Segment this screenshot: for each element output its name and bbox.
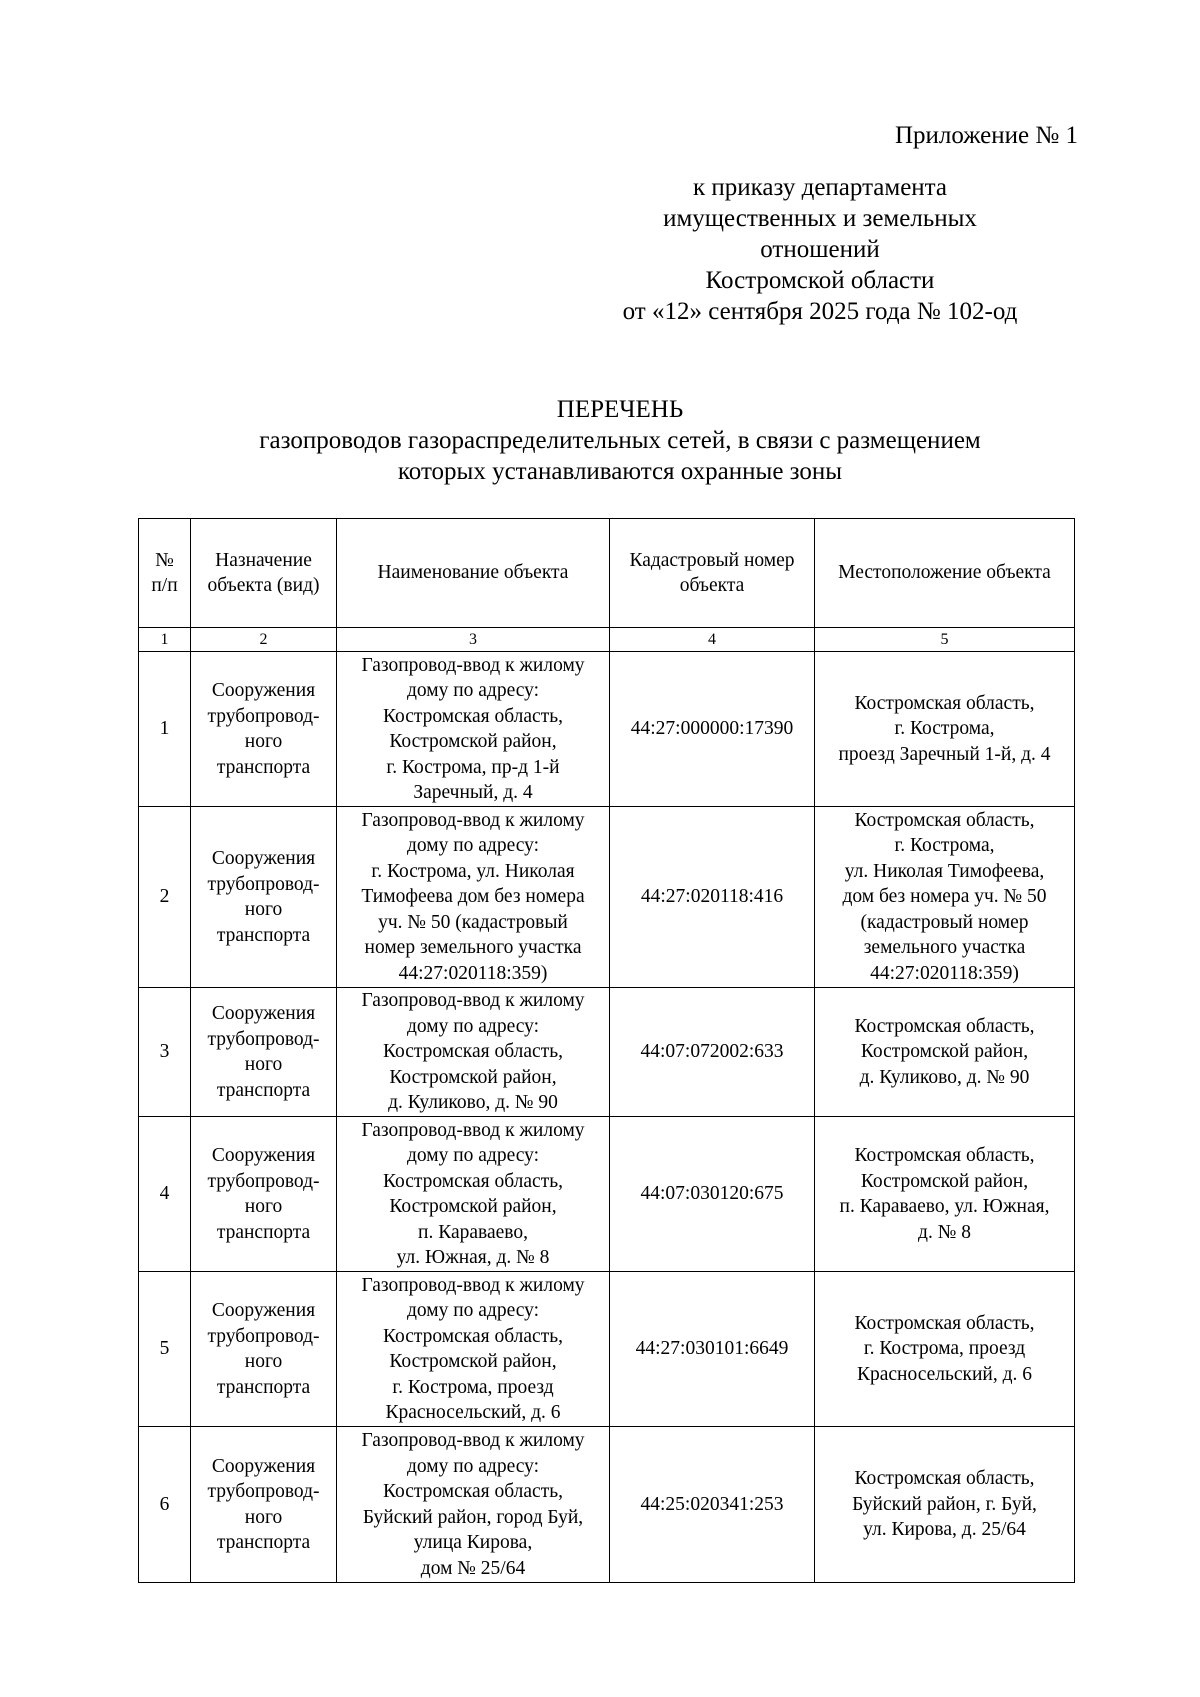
object-location	[815, 652, 1075, 807]
cadastral-number: 44:27:020118:416	[610, 807, 815, 988]
table-row	[139, 1272, 1075, 1427]
object-name-line: Заречный, д. 4	[413, 782, 533, 803]
object-location-line: (кадастровый номер	[860, 911, 1029, 933]
object-location-line: Костромской район,	[860, 1170, 1029, 1192]
column-number-row	[139, 628, 1075, 652]
header-object-name: Наименование объекта	[337, 519, 610, 628]
table-row	[139, 1117, 1075, 1272]
header-location: Местоположение объекта	[815, 519, 1075, 628]
object-location-line: дом без номера уч. № 50	[842, 886, 1047, 908]
header-cadastral: Кадастровый номер объекта	[610, 519, 815, 628]
table-row	[139, 1427, 1075, 1583]
object-purpose-line: ного	[244, 731, 283, 752]
order-line: Костромской области	[705, 267, 935, 294]
row-number: 1	[139, 652, 191, 807]
object-name-line: Газопровод-ввод к жилому	[361, 809, 585, 831]
object-name-line: 44:27:020118:359)	[398, 962, 548, 984]
row-number: 5	[139, 1272, 191, 1427]
object-name-line: д. Куликово, д. № 90	[388, 1092, 558, 1114]
object-name-line: ул. Южная, д. № 8	[396, 1247, 550, 1268]
cadastral-number: 44:07:030120:675	[610, 1117, 815, 1272]
object-location	[815, 1117, 1075, 1272]
object-name-line: дому по адресу:	[406, 1455, 540, 1477]
object-name-line: п. Караваево,	[418, 1221, 528, 1243]
object-purpose-line: ного	[244, 1351, 283, 1372]
object-location	[815, 988, 1075, 1117]
object-name-line: Костромская область,	[382, 1481, 563, 1502]
object-purpose	[191, 652, 337, 807]
object-purpose-line: трубопровод-	[207, 1481, 320, 1502]
object-purpose-line: трубопровод-	[207, 873, 320, 895]
object-location-line: земельного участка	[863, 937, 1026, 959]
object-location-line: г. Кострома,	[894, 835, 995, 857]
object-purpose-line: транспорта	[216, 1532, 311, 1553]
cadastral-number: 44:25:020341:253	[610, 1427, 815, 1583]
object-purpose	[191, 1117, 337, 1272]
object-name-line: Костромская область,	[382, 705, 563, 727]
object-name-line: дому по адресу:	[406, 1145, 540, 1166]
object-location-line: Костромская область,	[854, 1145, 1035, 1166]
object-name-line: Газопровод-ввод к жилому	[361, 1430, 585, 1451]
object-location-line: Костромская область,	[854, 1312, 1035, 1334]
cadastral-number: 44:27:030101:6649	[610, 1272, 815, 1427]
order-reference	[560, 172, 1080, 327]
appendix-label: Приложение № 1	[894, 122, 1078, 149]
subtitle-line: которых устанавливаются охранные зоны	[397, 458, 843, 485]
object-name-line: номер земельного участка	[364, 937, 582, 959]
object-purpose-line: ного	[244, 1506, 283, 1528]
object-purpose-line: трубопровод-	[207, 1170, 320, 1192]
object-location-line: Костромская область,	[854, 809, 1035, 831]
cadastral-number: 44:27:000000:17390	[610, 652, 815, 807]
object-name-line: Буйский район, город Буй,	[362, 1506, 584, 1528]
column-number: 4	[610, 628, 815, 652]
object-name-line: улица Кирова,	[413, 1532, 533, 1553]
document-subtitle	[0, 425, 1200, 487]
object-purpose-line: трубопровод-	[207, 705, 320, 727]
row-number: 6	[139, 1427, 191, 1583]
object-name	[337, 652, 610, 807]
object-purpose-line: ного	[244, 1054, 283, 1075]
object-name-line: Газопровод-ввод к жилому	[361, 990, 585, 1012]
object-location-line: г. Кострома,	[894, 718, 995, 740]
object-name-line: дому по адресу:	[406, 835, 540, 857]
table-row	[139, 807, 1075, 988]
object-name-line: Тимофеева дом без номера	[361, 886, 585, 908]
object-name-line: дому по адресу:	[406, 1300, 540, 1321]
object-name-line: Газопровод-ввод к жилому	[361, 1274, 585, 1296]
object-location-line: д. № 8	[918, 1221, 971, 1243]
row-number: 3	[139, 988, 191, 1117]
object-name	[337, 1427, 610, 1583]
column-number: 1	[139, 628, 191, 652]
object-location	[815, 1427, 1075, 1583]
object-name	[337, 988, 610, 1117]
object-purpose-line: Сооружения	[211, 680, 316, 701]
object-name-line: г. Кострома, пр-д 1-й	[386, 756, 560, 778]
object-name-line: дом № 25/64	[420, 1557, 526, 1579]
object-name-line: Красносельский, д. 6	[385, 1402, 561, 1423]
object-purpose-line: трубопровод-	[207, 1028, 320, 1050]
object-location-line: д. Куликово, д. № 90	[859, 1066, 1030, 1088]
object-purpose-line: ного	[244, 1196, 283, 1217]
object-location	[815, 1272, 1075, 1427]
object-name-line: Костромской район,	[389, 1196, 557, 1217]
object-purpose-line: транспорта	[216, 1079, 311, 1101]
object-name-line: уч. № 50 (кадастровый	[378, 911, 568, 933]
object-name-line: Костромской район,	[389, 1066, 557, 1088]
object-name-line: дому по адресу:	[406, 680, 540, 701]
object-purpose-line: Сооружения	[211, 1455, 316, 1477]
header-purpose: Назначение объекта (вид)	[191, 519, 337, 628]
object-name	[337, 1117, 610, 1272]
object-purpose-line: Сооружения	[211, 1145, 316, 1166]
object-name-line: г. Кострома, ул. Николая	[371, 860, 575, 882]
object-purpose-line: Сооружения	[211, 848, 316, 869]
subtitle-line: газопроводов газораспределительных сетей, в связи с размещением	[259, 427, 981, 454]
cadastral-number: 44:07:072002:633	[610, 988, 815, 1117]
object-purpose-line: Сооружения	[211, 1003, 316, 1024]
object-purpose	[191, 988, 337, 1117]
order-date-line: от «12» сентября 2025 года № 102-од	[622, 298, 1018, 325]
object-purpose-line: транспорта	[216, 1221, 311, 1243]
document-title: ПЕРЕЧЕНЬ	[556, 396, 684, 423]
row-number: 2	[139, 807, 191, 988]
object-name-line: Костромской район,	[389, 1351, 557, 1372]
object-name-line: Костромской район,	[389, 731, 557, 752]
object-name	[337, 1272, 610, 1427]
column-number: 3	[337, 628, 610, 652]
header-number: № п/п	[139, 519, 191, 628]
order-line: к приказу департамента	[692, 174, 948, 201]
table-row	[139, 652, 1075, 807]
object-location-line: Костромская область,	[854, 692, 1035, 714]
object-location-line: ул. Николая Тимофеева,	[844, 860, 1045, 882]
object-name-line: Костромская область,	[382, 1041, 563, 1063]
object-location-line: проезд Заречный 1-й, д. 4	[838, 743, 1051, 765]
object-location-line: Буйский район, г. Буй,	[852, 1493, 1037, 1515]
table-row	[139, 988, 1075, 1117]
object-location-line: Костромской район,	[860, 1041, 1029, 1063]
object-name	[337, 807, 610, 988]
row-number: 4	[139, 1117, 191, 1272]
object-name-line: Газопровод-ввод к жилому	[361, 1119, 585, 1141]
pipeline-register-table	[138, 518, 1075, 1583]
object-name-line: Костромская область,	[382, 1325, 563, 1347]
object-name-line: г. Кострома, проезд	[392, 1376, 554, 1398]
table-header-row	[139, 519, 1075, 628]
object-purpose	[191, 1427, 337, 1583]
object-location-line: Красносельский, д. 6	[856, 1363, 1033, 1385]
order-line: имущественных и земельных	[663, 205, 977, 232]
object-location-line: Костромская область,	[854, 1015, 1035, 1037]
object-location-line: г. Кострома, проезд	[863, 1338, 1026, 1360]
object-purpose-line: транспорта	[216, 756, 311, 778]
column-number: 2	[191, 628, 337, 652]
object-purpose-line: транспорта	[216, 1376, 311, 1398]
object-purpose	[191, 1272, 337, 1427]
object-location-line: ул. Кирова, д. 25/64	[863, 1519, 1026, 1541]
object-location	[815, 807, 1075, 988]
object-purpose	[191, 807, 337, 988]
object-purpose-line: ного	[244, 899, 283, 920]
object-purpose-line: Сооружения	[211, 1300, 316, 1321]
object-name-line: Газопровод-ввод к жилому	[361, 654, 585, 676]
object-name-line: Костромская область,	[382, 1170, 563, 1192]
order-line: отношений	[760, 236, 880, 263]
object-location-line: Костромская область,	[854, 1468, 1035, 1490]
column-number: 5	[815, 628, 1075, 652]
object-name-line: дому по адресу:	[406, 1015, 540, 1037]
object-purpose-line: трубопровод-	[207, 1325, 320, 1347]
object-location-line: п. Караваево, ул. Южная,	[839, 1196, 1050, 1217]
object-location-line: 44:27:020118:359)	[870, 962, 1019, 984]
object-purpose-line: транспорта	[216, 924, 311, 946]
